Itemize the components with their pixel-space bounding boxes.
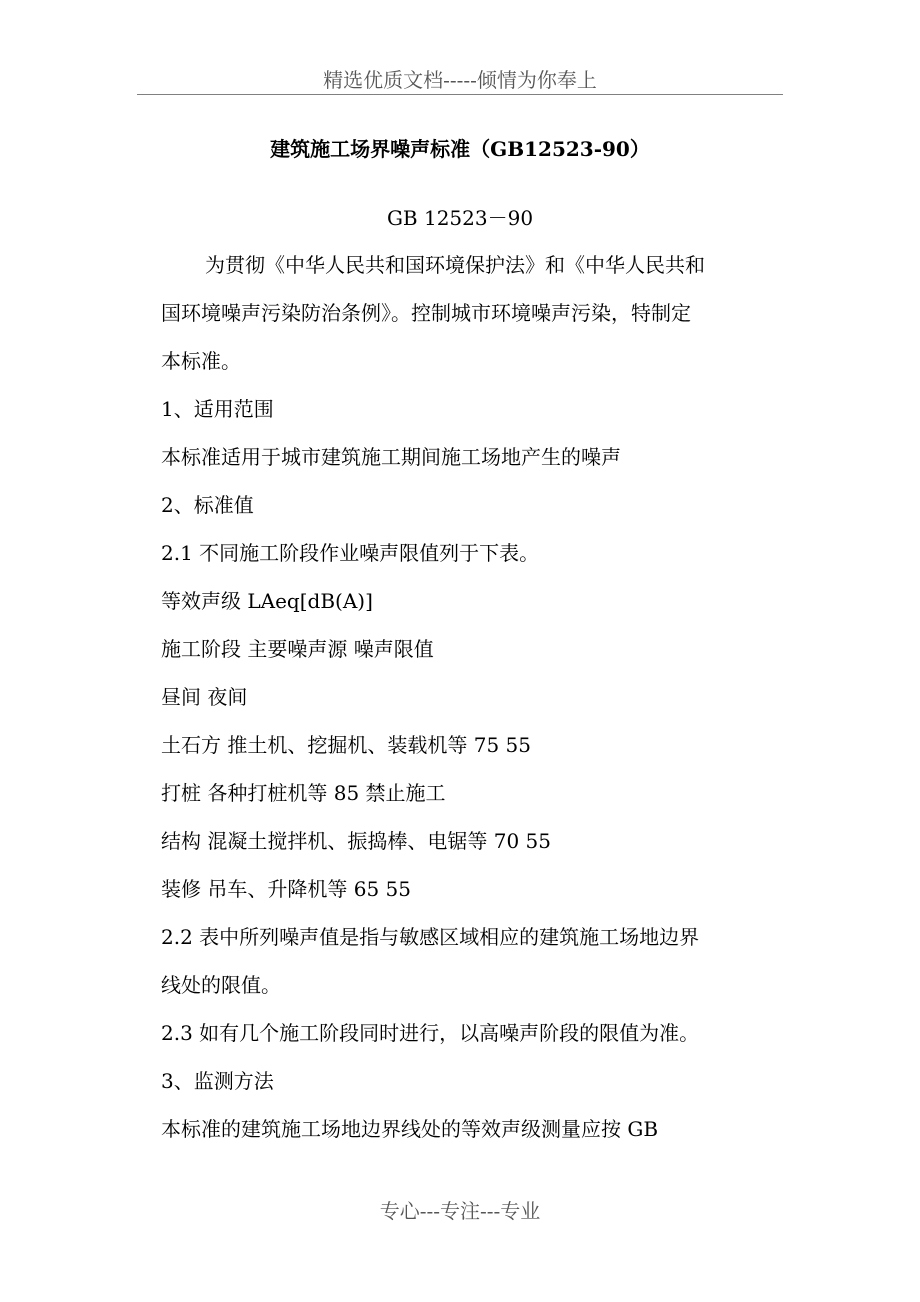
header-divider (137, 94, 783, 95)
paragraph-line: 线处的限值。 (161, 973, 281, 997)
paragraph-line: 本标准。 (161, 349, 241, 373)
standard-code: GB 12523－90 (386, 206, 534, 230)
section-heading: 3、监测方法 (161, 1069, 274, 1093)
paragraph-line: 2.2 表中所列噪声值是指与敏感区域相应的建筑施工场地边界 (161, 925, 700, 949)
page-footer: 专心---专注---专业 (379, 1199, 541, 1223)
section-heading: 2、标准值 (161, 493, 254, 517)
paragraph-line: 2.1 不同施工阶段作业噪声限值列于下表。 (161, 541, 540, 565)
paragraph-line: 本标准的建筑施工场地边界线处的等效声级测量应按 GB (161, 1117, 659, 1141)
page-header: 精选优质文档-----倾情为你奉上 (323, 68, 597, 92)
paragraph-line: 结构 混凝土搅拌机、振捣棒、电锯等 70 55 (161, 829, 551, 853)
paragraph-line: 施工阶段 主要噪声源 噪声限值 (161, 637, 434, 661)
paragraph-line: 土石方 推土机、挖掘机、装载机等 75 55 (161, 733, 531, 757)
paragraph-line: 本标准适用于城市建筑施工期间施工场地产生的噪声 (161, 445, 621, 469)
paragraph-line: 昼间 夜间 (161, 685, 248, 709)
paragraph-line: 装修 吊车、升降机等 65 55 (161, 877, 411, 901)
document-title: 建筑施工场界噪声标准（GB12523-90） (270, 137, 650, 161)
paragraph-line: 2.3 如有几个施工阶段同时进行，以高噪声阶段的限值为准。 (161, 1021, 700, 1045)
paragraph-line: 为贯彻《中华人民共和国环境保护法》和《中华人民共和 (205, 253, 705, 277)
paragraph-line: 打桩 各种打桩机等 85 禁止施工 (161, 781, 446, 805)
section-heading: 1、适用范围 (161, 397, 274, 421)
paragraph-line: 等效声级 LAeq[dB(A)] (161, 589, 373, 613)
paragraph-line: 国环境噪声污染防治条例》。控制城市环境噪声污染，特制定 (161, 301, 691, 325)
